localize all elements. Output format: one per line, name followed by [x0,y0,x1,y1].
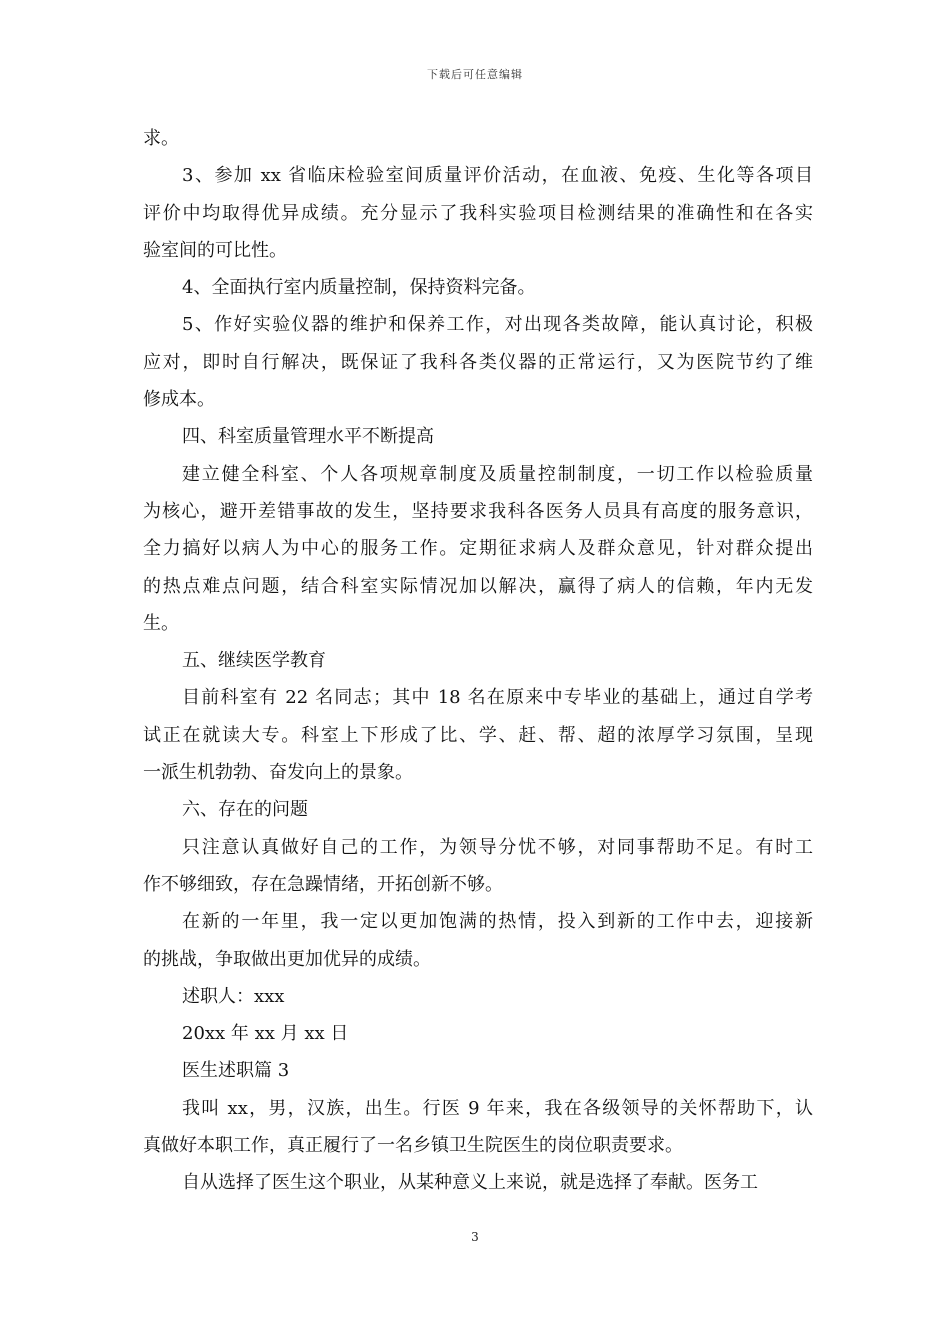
text-line: 五、继续医学教育 [182,650,326,672]
paragraph [143,978,813,1015]
paragraph [143,903,813,978]
text-line: 3、参加 xx 省临床检验室间质量评价活动，在血液、免疫、生化等各项目 [182,165,813,187]
text-line: 全力搞好以病人为中心的服务工作。定期征求病人及群众意见，针对群众提出 [143,538,813,560]
text-line: 只注意认真做好自己的工作，为领导分忧不够，对同事帮助不足。有时工 [182,836,813,858]
paragraph [143,791,813,828]
text-line: 求。 [143,128,179,149]
page-header: 下载后可任意编辑 [427,68,523,81]
text-line: 真做好本职工作，真正履行了一名乡镇卫生院医生的岗位职责要求。 [143,1135,683,1157]
paragraph [143,157,813,269]
text-line: 4、全面执行室内质量控制，保持资料完备。 [182,277,536,299]
paragraph [143,1052,813,1089]
paragraph [143,306,813,418]
paragraph [143,418,813,455]
paragraph [143,269,813,306]
text-line: 建立健全科室、个人各项规章制度及质量控制制度，一切工作以检验质量 [182,463,813,485]
text-line: 目前科室有 22 名同志；其中 18 名在原来中专毕业的基础上，通过自学考 [182,687,813,709]
paragraph [143,1164,813,1201]
paragraph [143,1015,813,1052]
text-line: 评价中均取得优异成绩。充分显示了我科实验项目检测结果的准确性和在各实 [143,202,813,224]
text-line: 六、存在的问题 [182,799,308,821]
text-line: 5、作好实验仪器的维护和保养工作，对出现各类故障，能认真讨论，积极 [182,314,813,336]
text-line: 我叫 xx，男，汉族，出生。行医 9 年来，我在各级领导的关怀帮助下，认 [182,1097,813,1119]
paragraph [143,679,813,791]
text-line: 生。 [143,612,179,634]
text-line: 验室间的可比性。 [143,239,287,261]
paragraph [143,456,813,642]
paragraph [143,120,813,157]
text-line: 应对，即时自行解决，既保证了我科各类仪器的正常运行，又为医院节约了维 [143,351,813,373]
text-line: 一派生机勃勃、奋发向上的景象。 [143,762,413,784]
text-line: 的热点难点问题，结合科室实际情况加以解决，赢得了病人的信赖，年内无发 [143,575,813,597]
page-number: 3 [471,1230,479,1244]
document-body [143,120,813,1202]
paragraph [143,1090,813,1165]
text-line: 四、科室质量管理水平不断提高 [182,426,434,448]
text-line: 修成本。 [143,389,215,411]
paragraph [143,829,813,904]
text-line: 20xx 年 xx 月 xx 日 [182,1023,349,1045]
text-line: 为核心，避开差错事故的发生，坚持要求我科各医务人员具有高度的服务意识， [143,500,813,522]
text-line: 在新的一年里，我一定以更加饱满的热情，投入到新的工作中去，迎接新 [182,911,813,933]
paragraph [143,642,813,679]
text-line: 的挑战，争取做出更加优异的成绩。 [143,948,431,970]
text-line: 作不够细致，存在急躁情绪，开拓创新不够。 [143,873,503,895]
text-line: 试正在就读大专。科室上下形成了比、学、赶、帮、超的浓厚学习氛围，呈现 [143,724,813,746]
text-line: 自从选择了医生这个职业，从某种意义上来说，就是选择了奉献。医务工 [182,1172,758,1194]
text-line: 述职人：xxx [182,985,285,1007]
text-line: 医生述职篇 3 [182,1060,290,1082]
